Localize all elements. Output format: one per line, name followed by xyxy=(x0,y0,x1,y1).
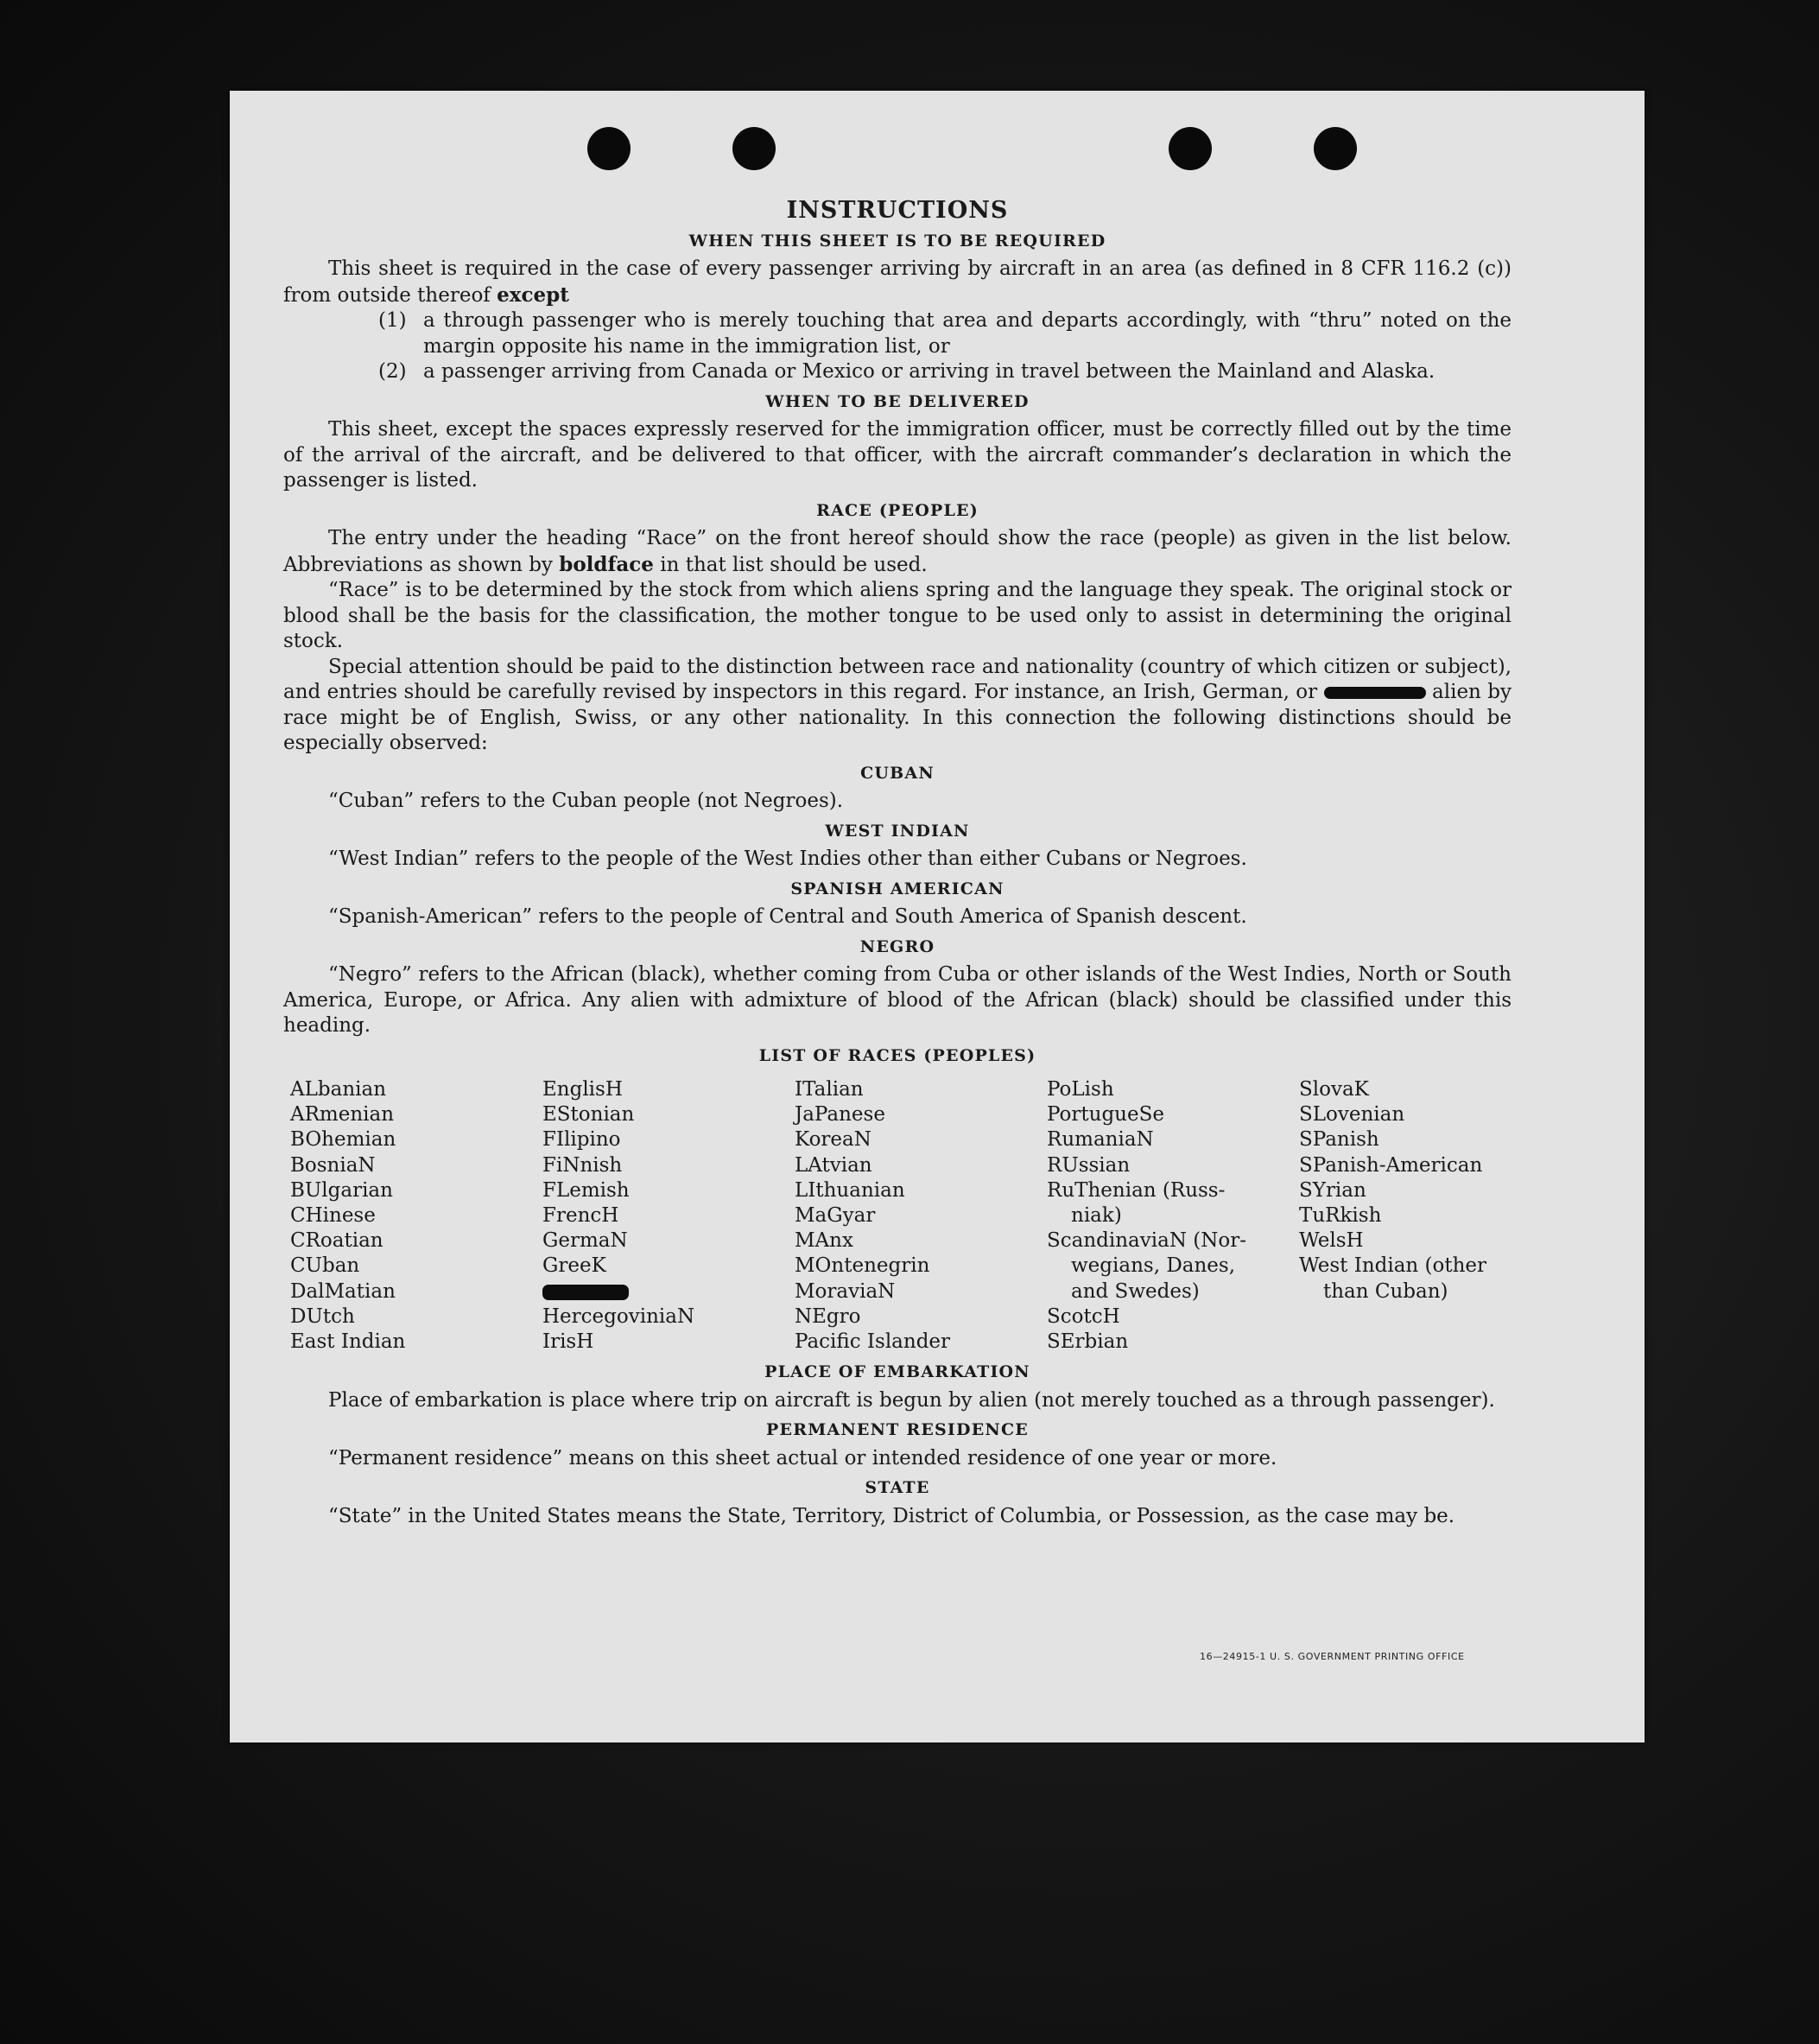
race-entry: CUban xyxy=(290,1254,360,1278)
exception-number: (1) xyxy=(378,309,407,332)
printer-imprint: 16—24915-1 U. S. GOVERNMENT PRINTING OFFICE xyxy=(1200,1651,1465,1662)
race-entry: SlovaK xyxy=(1299,1078,1369,1101)
race-entry: MoraviaN xyxy=(795,1279,896,1303)
race-entry: DUtch xyxy=(290,1304,355,1328)
section-heading-cuban: CUBAN xyxy=(860,763,935,783)
race-list xyxy=(290,1077,1512,1355)
race-entry: IrisH xyxy=(542,1330,594,1354)
race-entry: LAtvian xyxy=(795,1153,872,1177)
residence-text: “Permanent residence” means on this sheet actual or intended residence of one year or more. xyxy=(328,1446,1277,1470)
race-entry: BosniaN xyxy=(290,1153,376,1177)
race-entry: KoreaN xyxy=(795,1128,871,1152)
section-heading-negro: NEGRO xyxy=(859,936,935,956)
race-entry: BOhemian xyxy=(290,1128,396,1152)
race-entry: BUlgarian xyxy=(290,1178,393,1202)
section-heading-required: WHEN THIS SHEET IS TO BE REQUIRED xyxy=(688,231,1106,251)
race-entry: NEgro xyxy=(795,1304,861,1328)
page-title: INSTRUCTIONS xyxy=(786,197,1009,224)
race-p1-bold: boldface xyxy=(559,552,654,576)
race-entry: FIlipino xyxy=(542,1128,621,1152)
race-entry: FiNnish xyxy=(542,1153,623,1177)
race-paragraph-1 xyxy=(283,526,1512,578)
exception-item xyxy=(378,308,1512,359)
west-indian-text: “West Indian” refers to the people of the West Indies other than either Cubans or Negroes. xyxy=(328,847,1247,870)
race-column xyxy=(542,1077,795,1355)
section-heading-race-list: LIST OF RACES (PEOPLES) xyxy=(758,1045,1036,1065)
race-entry: ScotcH xyxy=(1047,1304,1120,1328)
section-heading-delivered: WHEN TO BE DELIVERED xyxy=(765,391,1030,411)
race-entry: CHinese xyxy=(290,1204,376,1228)
race-entry: EStonian xyxy=(542,1103,635,1127)
redaction-mark xyxy=(542,1285,629,1300)
negro-text: “Negro” refers to the African (black), whether coming from Cuba or other islands of the West Indies, North or South America, Europe, or Africa. Any alien with admixture of blood of the African (black) should be classified under this heading. xyxy=(283,963,1512,1037)
race-entry: MAnx xyxy=(795,1229,853,1253)
race-entry: SErbian xyxy=(1047,1330,1129,1354)
race-entry: East Indian xyxy=(290,1330,406,1354)
race-entry: RumaniaN xyxy=(1047,1128,1154,1152)
race-entry: ScandinaviaN (Nor- xyxy=(1047,1229,1246,1253)
race-entry: MaGyar xyxy=(795,1204,876,1228)
race-p1-text-end: in that list should be used. xyxy=(653,553,928,576)
race-p3-text-end: alien by race might be of English, Swiss, or any other nationality. In this connection the following distinctions should be especially observed: xyxy=(283,681,1512,754)
required-intro-bold: except xyxy=(497,282,569,307)
race-entry: West Indian (other xyxy=(1299,1254,1487,1278)
exception-text: a passenger arriving from Canada or Mexico or arriving in travel between the Mainland and Alaska. xyxy=(423,360,1436,383)
race-entry: JaPanese xyxy=(795,1103,885,1127)
required-intro xyxy=(283,257,1512,308)
embarkation-text: Place of embarkation is place where trip on aircraft is begun by alien (not merely touched as a through passenger). xyxy=(328,1388,1495,1412)
race-column xyxy=(290,1077,542,1355)
exception-text: a through passenger who is merely touching that area and departs accordingly, with “thru” noted on the margin opposite his name in the immigration list, or xyxy=(423,309,1512,358)
state-text: “State” in the United States means the State, Territory, District of Columbia, or Possession, as the case may be. xyxy=(328,1504,1455,1527)
spanish-american-text: “Spanish-American” refers to the people of Central and South America of Spanish descent. xyxy=(328,905,1247,928)
instruction-sheet xyxy=(230,91,1645,1742)
race-entry: ARmenian xyxy=(290,1103,395,1127)
race-entry: MOntenegrin xyxy=(795,1254,930,1278)
race-entry: ITalian xyxy=(795,1078,864,1101)
race-entry: FLemish xyxy=(542,1178,630,1202)
punch-hole xyxy=(732,127,776,170)
delivered-text: This sheet, except the spaces expressly reserved for the immigration officer, must be correctly filled out by the time of the arrival of the aircraft, and be delivered to that officer, with the aircraft commander’s declaration in which the passenger is listed. xyxy=(283,418,1512,492)
race-entry: PoLish xyxy=(1047,1078,1114,1101)
race-column xyxy=(1299,1077,1518,1355)
race-entry: than Cuban) xyxy=(1323,1279,1448,1303)
section-heading-race: RACE (PEOPLE) xyxy=(816,500,979,520)
required-intro-text: This sheet is required in the case of every passenger arriving by aircraft in an area (as defined in 8 CFR 116.2 (c)) from outside thereof xyxy=(283,257,1512,307)
race-entry: PortugueSe xyxy=(1047,1103,1164,1127)
section-heading-state: STATE xyxy=(865,1478,930,1498)
race-entry: EnglisH xyxy=(542,1078,623,1101)
race-entry: DalMatian xyxy=(290,1279,396,1303)
race-entry: niak) xyxy=(1071,1204,1122,1228)
race-paragraph-2: “Race” is to be determined by the stock from which aliens spring and the language they speak. The original stock or blood shall be the basis for the classification, the mother tongue to be used only to assist in determining the original stock. xyxy=(283,579,1512,652)
race-entry: WelsH xyxy=(1299,1229,1364,1253)
instructions-body xyxy=(283,198,1512,1529)
race-entry: GermaN xyxy=(542,1229,628,1253)
race-entry: FrencH xyxy=(542,1204,619,1228)
punch-hole xyxy=(1169,127,1212,170)
section-heading-west-indian: WEST INDIAN xyxy=(825,821,970,841)
punch-hole xyxy=(587,127,631,170)
exception-number: (2) xyxy=(378,360,407,383)
race-p1-text: The entry under the heading “Race” on the front hereof should show the race (people) as given in the list below. Abbreviations as shown by xyxy=(283,527,1512,576)
race-entry: ALbanian xyxy=(290,1078,387,1101)
race-entry: SYrian xyxy=(1299,1178,1366,1202)
race-entry: TuRkish xyxy=(1299,1204,1382,1228)
race-entry: RuThenian (Russ- xyxy=(1047,1178,1226,1202)
race-entry: Pacific Islander xyxy=(795,1330,951,1354)
section-heading-spanish-american: SPANISH AMERICAN xyxy=(790,879,1005,898)
race-column xyxy=(1047,1077,1299,1355)
race-entry: GreeK xyxy=(542,1254,606,1278)
race-column xyxy=(795,1077,1047,1355)
race-paragraph-3 xyxy=(283,655,1512,757)
race-entry: and Swedes) xyxy=(1071,1279,1200,1303)
race-entry: RUssian xyxy=(1047,1153,1131,1177)
race-entry: CRoatian xyxy=(290,1229,383,1253)
section-heading-embarkation: PLACE OF EMBARKATION xyxy=(764,1362,1030,1382)
race-entry: SPanish-American xyxy=(1299,1153,1483,1177)
race-entry: LIthuanian xyxy=(795,1178,905,1202)
section-heading-residence: PERMANENT RESIDENCE xyxy=(766,1420,1029,1440)
race-entry: HercegoviniaN xyxy=(542,1304,695,1328)
race-entry: wegians, Danes, xyxy=(1071,1254,1236,1278)
cuban-text: “Cuban” refers to the Cuban people (not Negroes). xyxy=(328,790,844,812)
race-p3-text: Special attention should be paid to the distinction between race and nationality (country of which citizen or subject), and entries should be carefully revised by inspectors in this regard. For instance, an Irish, German, or xyxy=(283,655,1512,703)
redaction-mark xyxy=(1324,687,1426,699)
exception-item xyxy=(378,359,1512,385)
punch-hole xyxy=(1314,127,1357,170)
race-entry: SPanish xyxy=(1299,1128,1379,1152)
race-entry: SLovenian xyxy=(1299,1103,1405,1127)
race-entry-redacted xyxy=(542,1279,795,1304)
